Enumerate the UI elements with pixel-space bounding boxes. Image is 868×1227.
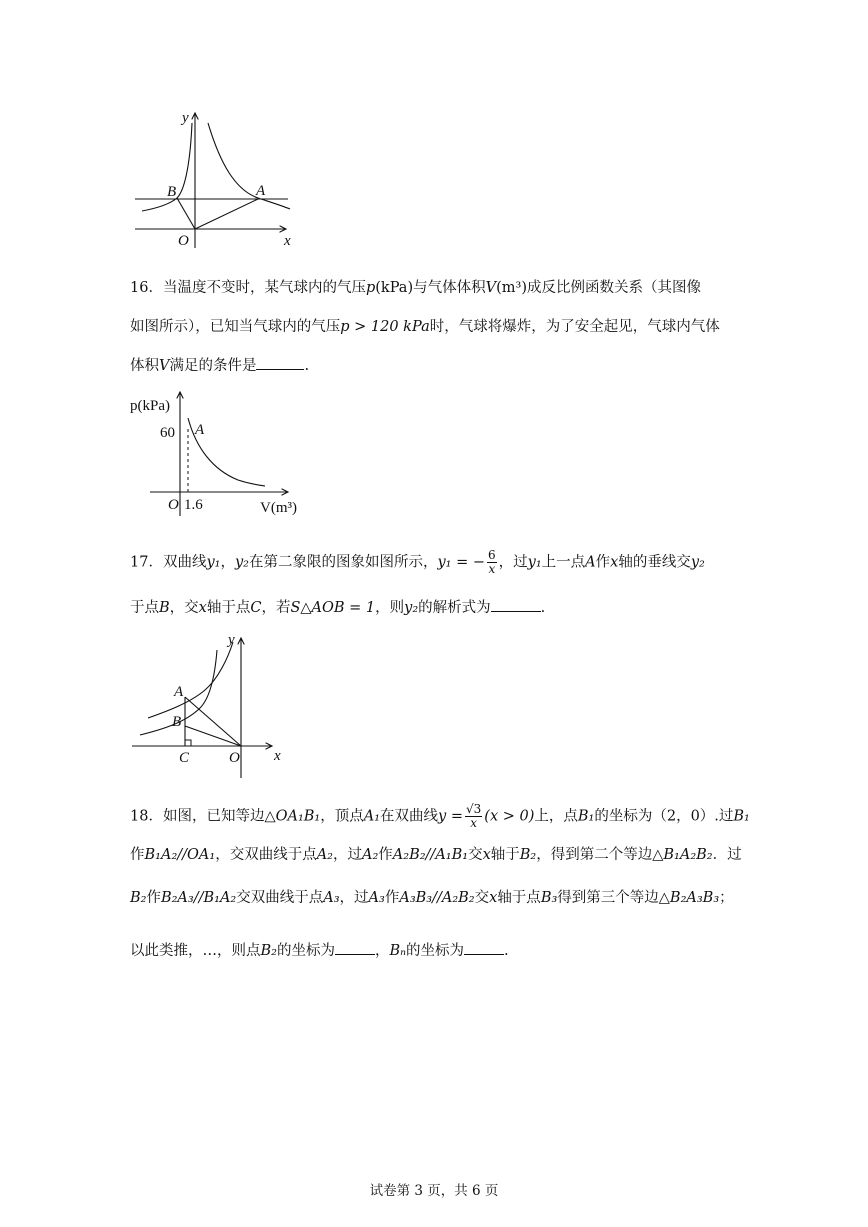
text: 体积 [130, 358, 159, 374]
text: 过 [718, 808, 734, 825]
point-a-label: A [195, 422, 205, 438]
point-a-label: A [174, 684, 184, 700]
var-x: x [482, 847, 491, 863]
var-x: x [610, 554, 619, 571]
point-a2: A₂ [316, 847, 333, 863]
point-b2: B₂ [519, 847, 537, 863]
text: ，则 [375, 600, 405, 616]
text: 的坐标为（2，0）. [594, 808, 719, 825]
text: ， [374, 943, 390, 959]
pressure-volume-graph [128, 388, 303, 523]
denominator: x [470, 816, 478, 830]
text: ，交 [169, 600, 199, 616]
var-x: x [489, 890, 498, 906]
text: 作 [595, 554, 611, 571]
text: 如图，已知等边 [162, 808, 265, 825]
text: 如图所示），已知当气球内的气压 [130, 319, 341, 335]
question-18-line-4 [130, 940, 745, 961]
text: ， [220, 554, 235, 571]
triangle-2: △B₁A₂B₂ [652, 847, 713, 863]
text: 上一点 [541, 554, 586, 571]
inequality: p > 120 kPa [340, 319, 430, 335]
text: 成反比例函数关系（其图像 [526, 280, 701, 296]
text: ，过 [498, 554, 528, 571]
answer-blank[interactable] [491, 597, 541, 612]
unit-kpa: (kPa) [375, 280, 414, 296]
domain-condition: (x > 0) [484, 808, 535, 825]
triangle-1: △OA₁B₁ [264, 808, 321, 825]
text: . [540, 600, 546, 616]
text: 于点 [130, 600, 159, 616]
numerator: 6 [488, 548, 496, 562]
origin-label: O [168, 497, 179, 513]
hyperbola-right-branch [208, 123, 290, 209]
point-b2: B₂ [260, 943, 277, 959]
text: 作 [384, 890, 400, 906]
parallel-1: B₁A₂//OA₁ [144, 847, 216, 863]
text: 交双曲线于点 [236, 890, 324, 906]
segment-bo [185, 726, 241, 746]
point-b-label: B [172, 714, 182, 730]
text: 的坐标为 [406, 943, 465, 959]
var-v: V [159, 358, 170, 374]
answer-blank[interactable] [256, 355, 304, 370]
var-v: V [485, 280, 497, 296]
text: 在第二象限的图象如图所示， [248, 554, 438, 571]
text: 轴于点 [497, 890, 541, 906]
text: 交 [474, 890, 490, 906]
page-footer: 试卷第 3 页，共 6 页 [369, 1183, 499, 1199]
segment-ao [185, 697, 241, 746]
fraction [465, 803, 482, 830]
figure-q17 [130, 630, 290, 770]
text: 双曲线 [162, 554, 207, 571]
text: 上，点 [534, 808, 578, 825]
point-b2: B₂ [130, 890, 147, 906]
text: 的坐标为 [276, 943, 335, 959]
text: ．过 [712, 847, 742, 863]
parallel-3: B₂A₃//B₁A₂ [160, 890, 237, 906]
question-18-line-2 [130, 845, 745, 865]
var-y2: y₂ [690, 554, 705, 571]
point-a-label: A [256, 183, 266, 199]
parallel-4: A₃B₃//A₂B₂ [399, 890, 475, 906]
x-axis-label: x [274, 748, 281, 764]
var-x: x [198, 600, 207, 616]
x-axis-label: V(m³) [260, 500, 297, 516]
text: ，过 [339, 890, 369, 906]
y-value-label: 60 [160, 425, 175, 441]
text: 作 [146, 890, 161, 906]
text: 与气体体积 [413, 280, 486, 296]
text: 轴于 [490, 847, 520, 863]
var-y2: y₂ [234, 554, 249, 571]
text: ，顶点 [320, 808, 364, 825]
equation-lhs: y₁ = − [437, 554, 486, 571]
text: 轴于点 [206, 600, 251, 616]
question-18 [130, 802, 750, 830]
point-a2: A₂ [362, 847, 379, 863]
figure-q16 [128, 388, 303, 523]
text: ，得到第二个等边 [536, 847, 653, 863]
triangle-3: △B₂A₃B₃ [658, 890, 720, 906]
var-y2: y₂ [404, 600, 419, 616]
text: 作 [130, 847, 145, 863]
var-y1: y₁ [527, 554, 542, 571]
point-a: A [585, 554, 596, 571]
origin-label: O [178, 233, 189, 249]
question-number: 16． [130, 280, 163, 296]
text: 当温度不变时，某气球内的气压 [162, 280, 366, 296]
text: ； [719, 890, 734, 906]
question-16 [130, 278, 745, 298]
x-value-label: 1.6 [184, 497, 203, 513]
point-a3: A₃ [368, 890, 385, 906]
hyperbola-figure-q15 [130, 108, 300, 253]
text: 交 [468, 847, 483, 863]
text: 满足的条件是 [169, 358, 257, 374]
point-b: B [159, 600, 170, 616]
x-axis-label: x [284, 233, 291, 249]
answer-blank-b2[interactable] [335, 940, 375, 955]
question-number: 17． [130, 554, 163, 571]
point-a3: A₃ [323, 890, 340, 906]
question-16-line-2 [130, 317, 745, 337]
text: 在双曲线 [380, 808, 439, 825]
text: ，过 [333, 847, 362, 863]
figure-q15 [130, 108, 300, 253]
numerator: √3 [466, 802, 482, 816]
text: . [304, 358, 310, 374]
point-b1: B₁ [733, 808, 750, 825]
text: 作 [378, 847, 393, 863]
parallel-2: A₂B₂//A₁B₁ [392, 847, 469, 863]
text: 轴的垂线交 [618, 554, 691, 571]
point-a1: A₁ [363, 808, 381, 825]
text: 的解析式为 [418, 600, 491, 616]
text: 时，气球将爆炸，为了安全起见，气球内气体 [429, 319, 720, 335]
point-b3: B₃ [540, 890, 558, 906]
segment-ob [177, 198, 195, 229]
point-c: C [250, 600, 262, 616]
question-18-line-3 [130, 888, 745, 908]
y-axis-label: y [228, 632, 235, 648]
y-axis-label: y [182, 110, 189, 126]
point-b1: B₁ [577, 808, 595, 825]
text: . [504, 943, 509, 959]
var-p: p [365, 280, 376, 296]
curve-y1 [148, 642, 233, 718]
segment-oa [195, 199, 258, 229]
unit-m3: (m³) [496, 280, 527, 296]
var-y1: y₁ [206, 554, 221, 571]
equation-lhs: y = [438, 808, 463, 825]
text: 以此类推，…，则点 [130, 943, 261, 959]
question-17-line-2 [130, 597, 745, 618]
question-17 [130, 549, 745, 576]
y-axis-label: p(kPa) [130, 398, 170, 414]
hyperbola-figure-q17 [130, 630, 290, 770]
text: ，交双曲线于点 [215, 847, 317, 863]
fraction [487, 549, 497, 576]
question-number: 18． [130, 808, 163, 825]
point-b-label: B [167, 184, 177, 200]
denominator: x [488, 562, 496, 576]
answer-blank-bn[interactable] [464, 940, 504, 955]
right-angle-mark [185, 740, 191, 746]
point-c-label: C [179, 750, 190, 766]
text: ，若 [261, 600, 291, 616]
text: 得到第三个等边 [557, 890, 659, 906]
question-16-line-3 [130, 355, 745, 376]
origin-label: O [229, 750, 240, 766]
area-condition: S△AOB = 1 [290, 600, 376, 616]
point-bn: Bₙ [389, 943, 407, 959]
